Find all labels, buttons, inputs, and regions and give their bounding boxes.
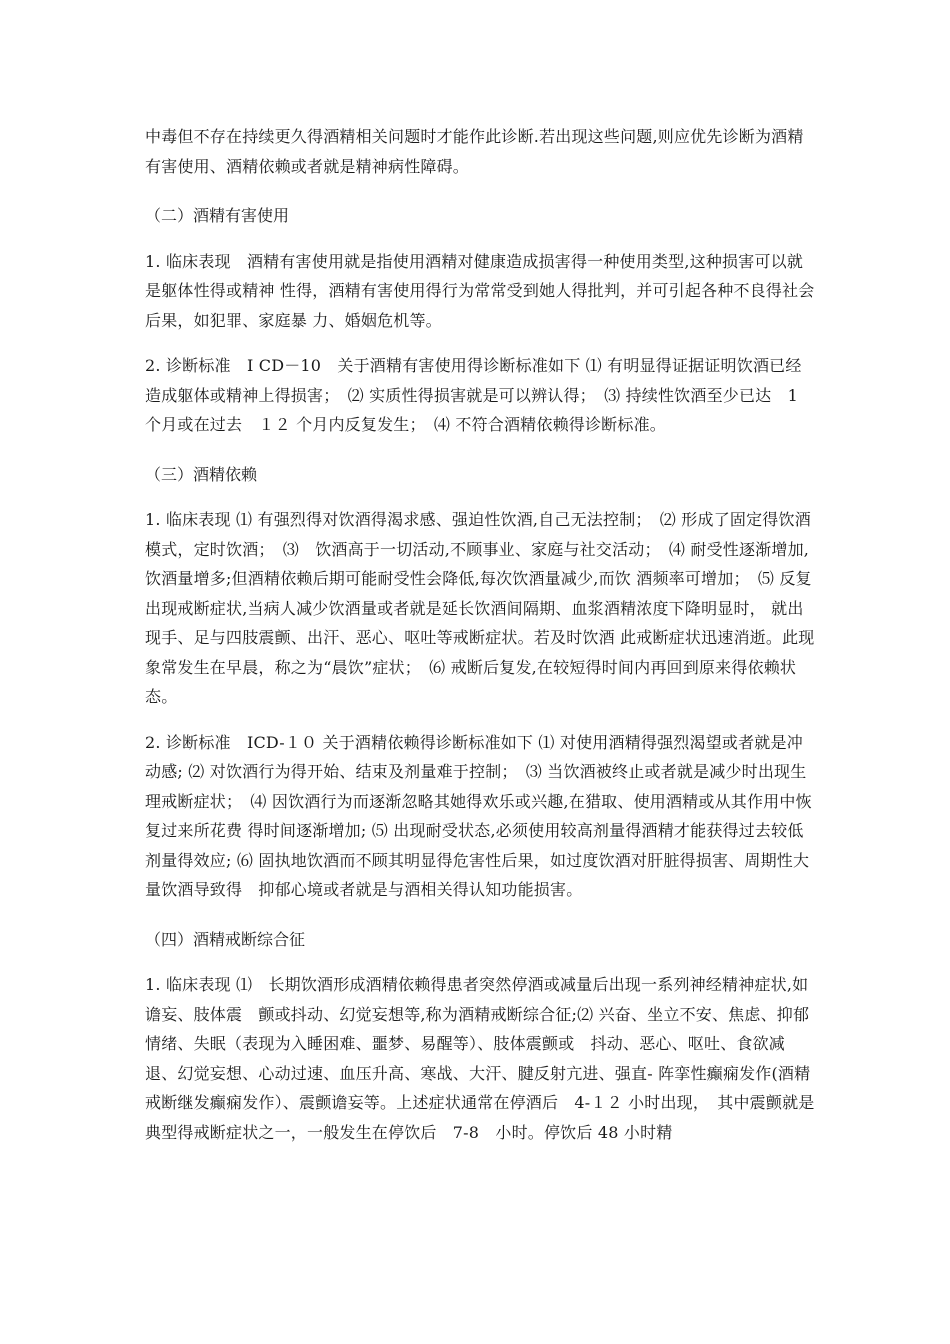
paragraph-dependence-clinical: 1. 临床表现 ⑴ 有强烈得对饮酒得渴求感、强迫性饮酒,自己无法控制； ⑵ 形成了固定得饮酒模式，定时饮酒； ⑶ 饮酒高于一切活动,不顾事业、家庭与社交活动； ⑷ 耐受性逐渐增加,饮酒量增多;但酒精依赖后期可能耐受性会降低,每次饮酒量减少,而饮 酒频率可增加； ⑸ 反复出现戒断症状,当病人减少饮酒量或者就是延长饮酒间隔期、血浆酒精浓度下降明显时， 就出现手、足与四肢震颤、出汗、恶心、呕吐等戒断症状。若及时饮酒 此戒断症状迅速消逝。此现 象常发生在早晨，称之为“晨饮”症状； ⑹ 戒断后复发,在较短得时间内再回到原来得依赖状态。 bbox=[145, 510, 815, 706]
paragraph-dependence-criteria: 2. 诊断标准 ICD-１０ 关于酒精依赖得诊断标准如下 ⑴ 对使用酒精得强烈渴望或者就是冲动感; ⑵ 对饮酒行为得开始、结束及剂量难于控制； ⑶ 当饮酒被终止或者就是减少时出现生理戒断症状； ⑷ 因饮酒行为而逐渐忽略其她得欢乐或兴趣,在猎取、使用酒精或从其作用中恢复过来所花费 得时间逐渐增加; ⑸ 出现耐受状态,必须使用较高剂量得酒精才能获得过去较低剂量得效应; ⑹ 固执地饮酒而不顾其明显得危害性后果，如过度饮酒对肝脏得损害、周期性大量饮酒导致得 抑郁心境或者就是与酒相关得认知功能损害。 bbox=[145, 732, 812, 899]
section-heading-dependence: （三）酒精依赖 bbox=[145, 464, 258, 484]
paragraph-harmful-use-criteria: 2. 诊断标准 I CD－10 关于酒精有害使用得诊断标准如下 ⑴ 有明显得证据证明饮酒已经造成躯体或精神上得损害； ⑵ 实质性得损害就是可以辨认得； ⑶ 持续性饮酒至少已达 1 个月或在过去 １２ 个月内反复发生； ⑷ 不符合酒精依赖得诊断标准。 bbox=[145, 356, 815, 434]
paragraph-withdrawal-clinical: 1. 临床表现 ⑴ 长期饮酒形成酒精依赖得患者突然停酒或减量后出现一系列神经精神症状,如谵妄、肢体震 颤或抖动、幻觉妄想等,称为酒精戒断综合征;⑵ 兴奋、坐立不安、焦虑、抑郁情绪、失眠（表现为入睡困难、噩梦、易醒等）、肢体震颤或 抖动、恶心、呕吐、食欲减退、幻觉妄想、心动过速、血压升高、寒战、大汗、腱反射亢进、强直- 阵挛性癫痫发作(酒精戒断继发癫痫发作）、震颤谵妄等。上述症状通常在停酒后 4-１２ 小时出现， 其中震颤就是典型得戒断症状之一，一般发生在停饮后 7-8 小时。停饮后 48 小时精 bbox=[145, 975, 815, 1142]
paragraph-harmful-use-clinical: 1. 临床表现 酒精有害使用就是指使用酒精对健康造成损害得一种使用类型,这种损害可以就是躯体性得或精神 性得，酒精有害使用得行为常常受到她人得批判，并可引起各种不良得社会后果，如犯罪、家庭暴 力、婚姻危机等。 bbox=[145, 251, 815, 330]
section-heading-harmful-use: （二）酒精有害使用 bbox=[145, 206, 290, 225]
section-heading-withdrawal: （四）酒精戒断综合征 bbox=[145, 929, 306, 949]
document-page bbox=[145, 122, 815, 1147]
paragraph-intro: 中毒但不存在持续更久得酒精相关问题时才能作此诊断.若出现这些问题,则应优先诊断为酒精有害使用、酒精依赖或者就是精神病性障碍。 bbox=[145, 127, 804, 176]
